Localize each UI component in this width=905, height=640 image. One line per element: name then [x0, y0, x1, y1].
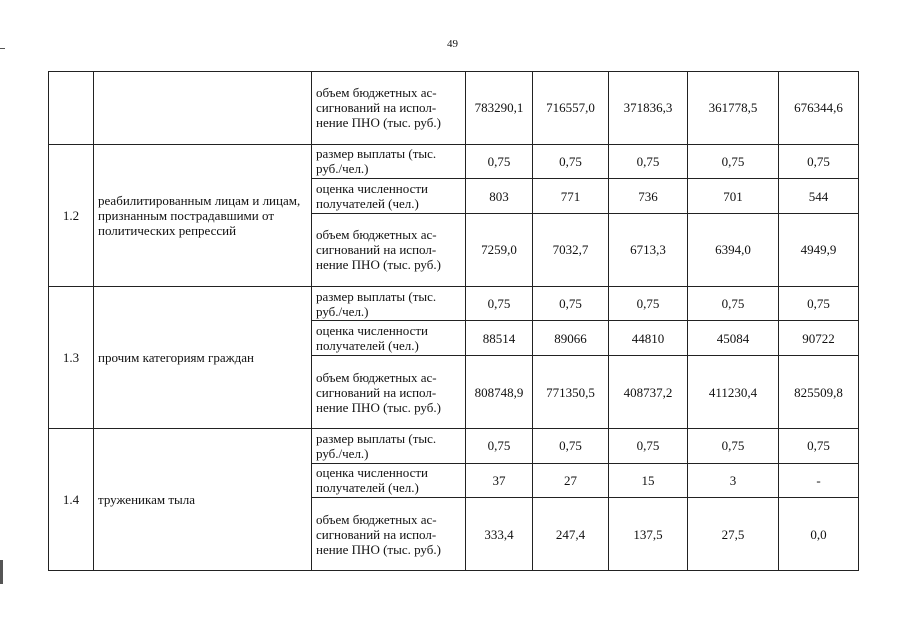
- value-cell: 333,4: [466, 498, 533, 571]
- table-row: [49, 428, 859, 463]
- page-number: 49: [447, 38, 458, 50]
- indicator-label: оценка численности получателей (чел.): [312, 179, 466, 214]
- indicator-label: объем бюджетных ассигнований на исполнение ПНО (тыс. руб.): [312, 498, 466, 571]
- value-cell: 411230,4: [688, 356, 779, 429]
- value-cell: 783290,1: [466, 72, 533, 145]
- value-cell: 0,75: [609, 286, 688, 321]
- value-cell: 6713,3: [609, 214, 688, 287]
- indicator-label: объем бюджетных ассигнований на исполнение ПНО (тыс. руб.): [312, 214, 466, 287]
- value-cell: 15: [609, 463, 688, 498]
- value-cell: 408737,2: [609, 356, 688, 429]
- indicator-label: размер выплаты (тыс. руб./чел.): [312, 428, 466, 463]
- value-cell: 736: [609, 179, 688, 214]
- table-row: [49, 286, 859, 321]
- section-number: [49, 72, 94, 145]
- value-cell: 771: [533, 179, 609, 214]
- value-cell: 137,5: [609, 498, 688, 571]
- budget-table: [48, 71, 859, 571]
- value-cell: 771350,5: [533, 356, 609, 429]
- section-number: 1.2: [49, 144, 94, 286]
- indicator-label: оценка численности получателей (чел.): [312, 321, 466, 356]
- value-cell: 0,75: [533, 286, 609, 321]
- value-cell: -: [779, 463, 859, 498]
- value-cell: 0,75: [688, 428, 779, 463]
- value-cell: 37: [466, 463, 533, 498]
- indicator-label: объем бюджетных ассигнований на исполнение ПНО (тыс. руб.): [312, 356, 466, 429]
- value-cell: 361778,5: [688, 72, 779, 145]
- value-cell: 0,75: [688, 144, 779, 179]
- value-cell: 0,75: [533, 144, 609, 179]
- value-cell: 4949,9: [779, 214, 859, 287]
- value-cell: 90722: [779, 321, 859, 356]
- value-cell: 7032,7: [533, 214, 609, 287]
- value-cell: 45084: [688, 321, 779, 356]
- value-cell: 6394,0: [688, 214, 779, 287]
- margin-tick-bottom: [0, 560, 3, 584]
- value-cell: 825509,8: [779, 356, 859, 429]
- section-number: 1.4: [49, 428, 94, 570]
- value-cell: 27: [533, 463, 609, 498]
- indicator-label: объем бюджетных ассигнований на исполнение ПНО (тыс. руб.): [312, 72, 466, 145]
- value-cell: 0,75: [609, 144, 688, 179]
- table-body: [49, 72, 859, 571]
- value-cell: 44810: [609, 321, 688, 356]
- section-number: 1.3: [49, 286, 94, 428]
- value-cell: 0,75: [779, 428, 859, 463]
- value-cell: 371836,3: [609, 72, 688, 145]
- recipient-category: прочим категориям граждан: [94, 286, 312, 428]
- value-cell: 247,4: [533, 498, 609, 571]
- value-cell: 0,75: [466, 144, 533, 179]
- value-cell: 0,0: [779, 498, 859, 571]
- recipient-category: труженикам тыла: [94, 428, 312, 570]
- value-cell: 0,75: [779, 286, 859, 321]
- value-cell: 0,75: [466, 286, 533, 321]
- value-cell: 7259,0: [466, 214, 533, 287]
- margin-tick-top: [0, 48, 5, 49]
- value-cell: 544: [779, 179, 859, 214]
- value-cell: 0,75: [779, 144, 859, 179]
- recipient-category: [94, 72, 312, 145]
- value-cell: 676344,6: [779, 72, 859, 145]
- indicator-label: размер выплаты (тыс. руб./чел.): [312, 286, 466, 321]
- value-cell: 716557,0: [533, 72, 609, 145]
- value-cell: 3: [688, 463, 779, 498]
- value-cell: 701: [688, 179, 779, 214]
- value-cell: 808748,9: [466, 356, 533, 429]
- value-cell: 89066: [533, 321, 609, 356]
- table-row: [49, 144, 859, 179]
- table-row: [49, 72, 859, 145]
- value-cell: 88514: [466, 321, 533, 356]
- value-cell: 27,5: [688, 498, 779, 571]
- value-cell: 803: [466, 179, 533, 214]
- value-cell: 0,75: [533, 428, 609, 463]
- recipient-category: реабилитированным лицам и лицам, признанным пострадавшими от политических репрессий: [94, 144, 312, 286]
- value-cell: 0,75: [466, 428, 533, 463]
- indicator-label: размер выплаты (тыс. руб./чел.): [312, 144, 466, 179]
- indicator-label: оценка численности получателей (чел.): [312, 463, 466, 498]
- value-cell: 0,75: [688, 286, 779, 321]
- value-cell: 0,75: [609, 428, 688, 463]
